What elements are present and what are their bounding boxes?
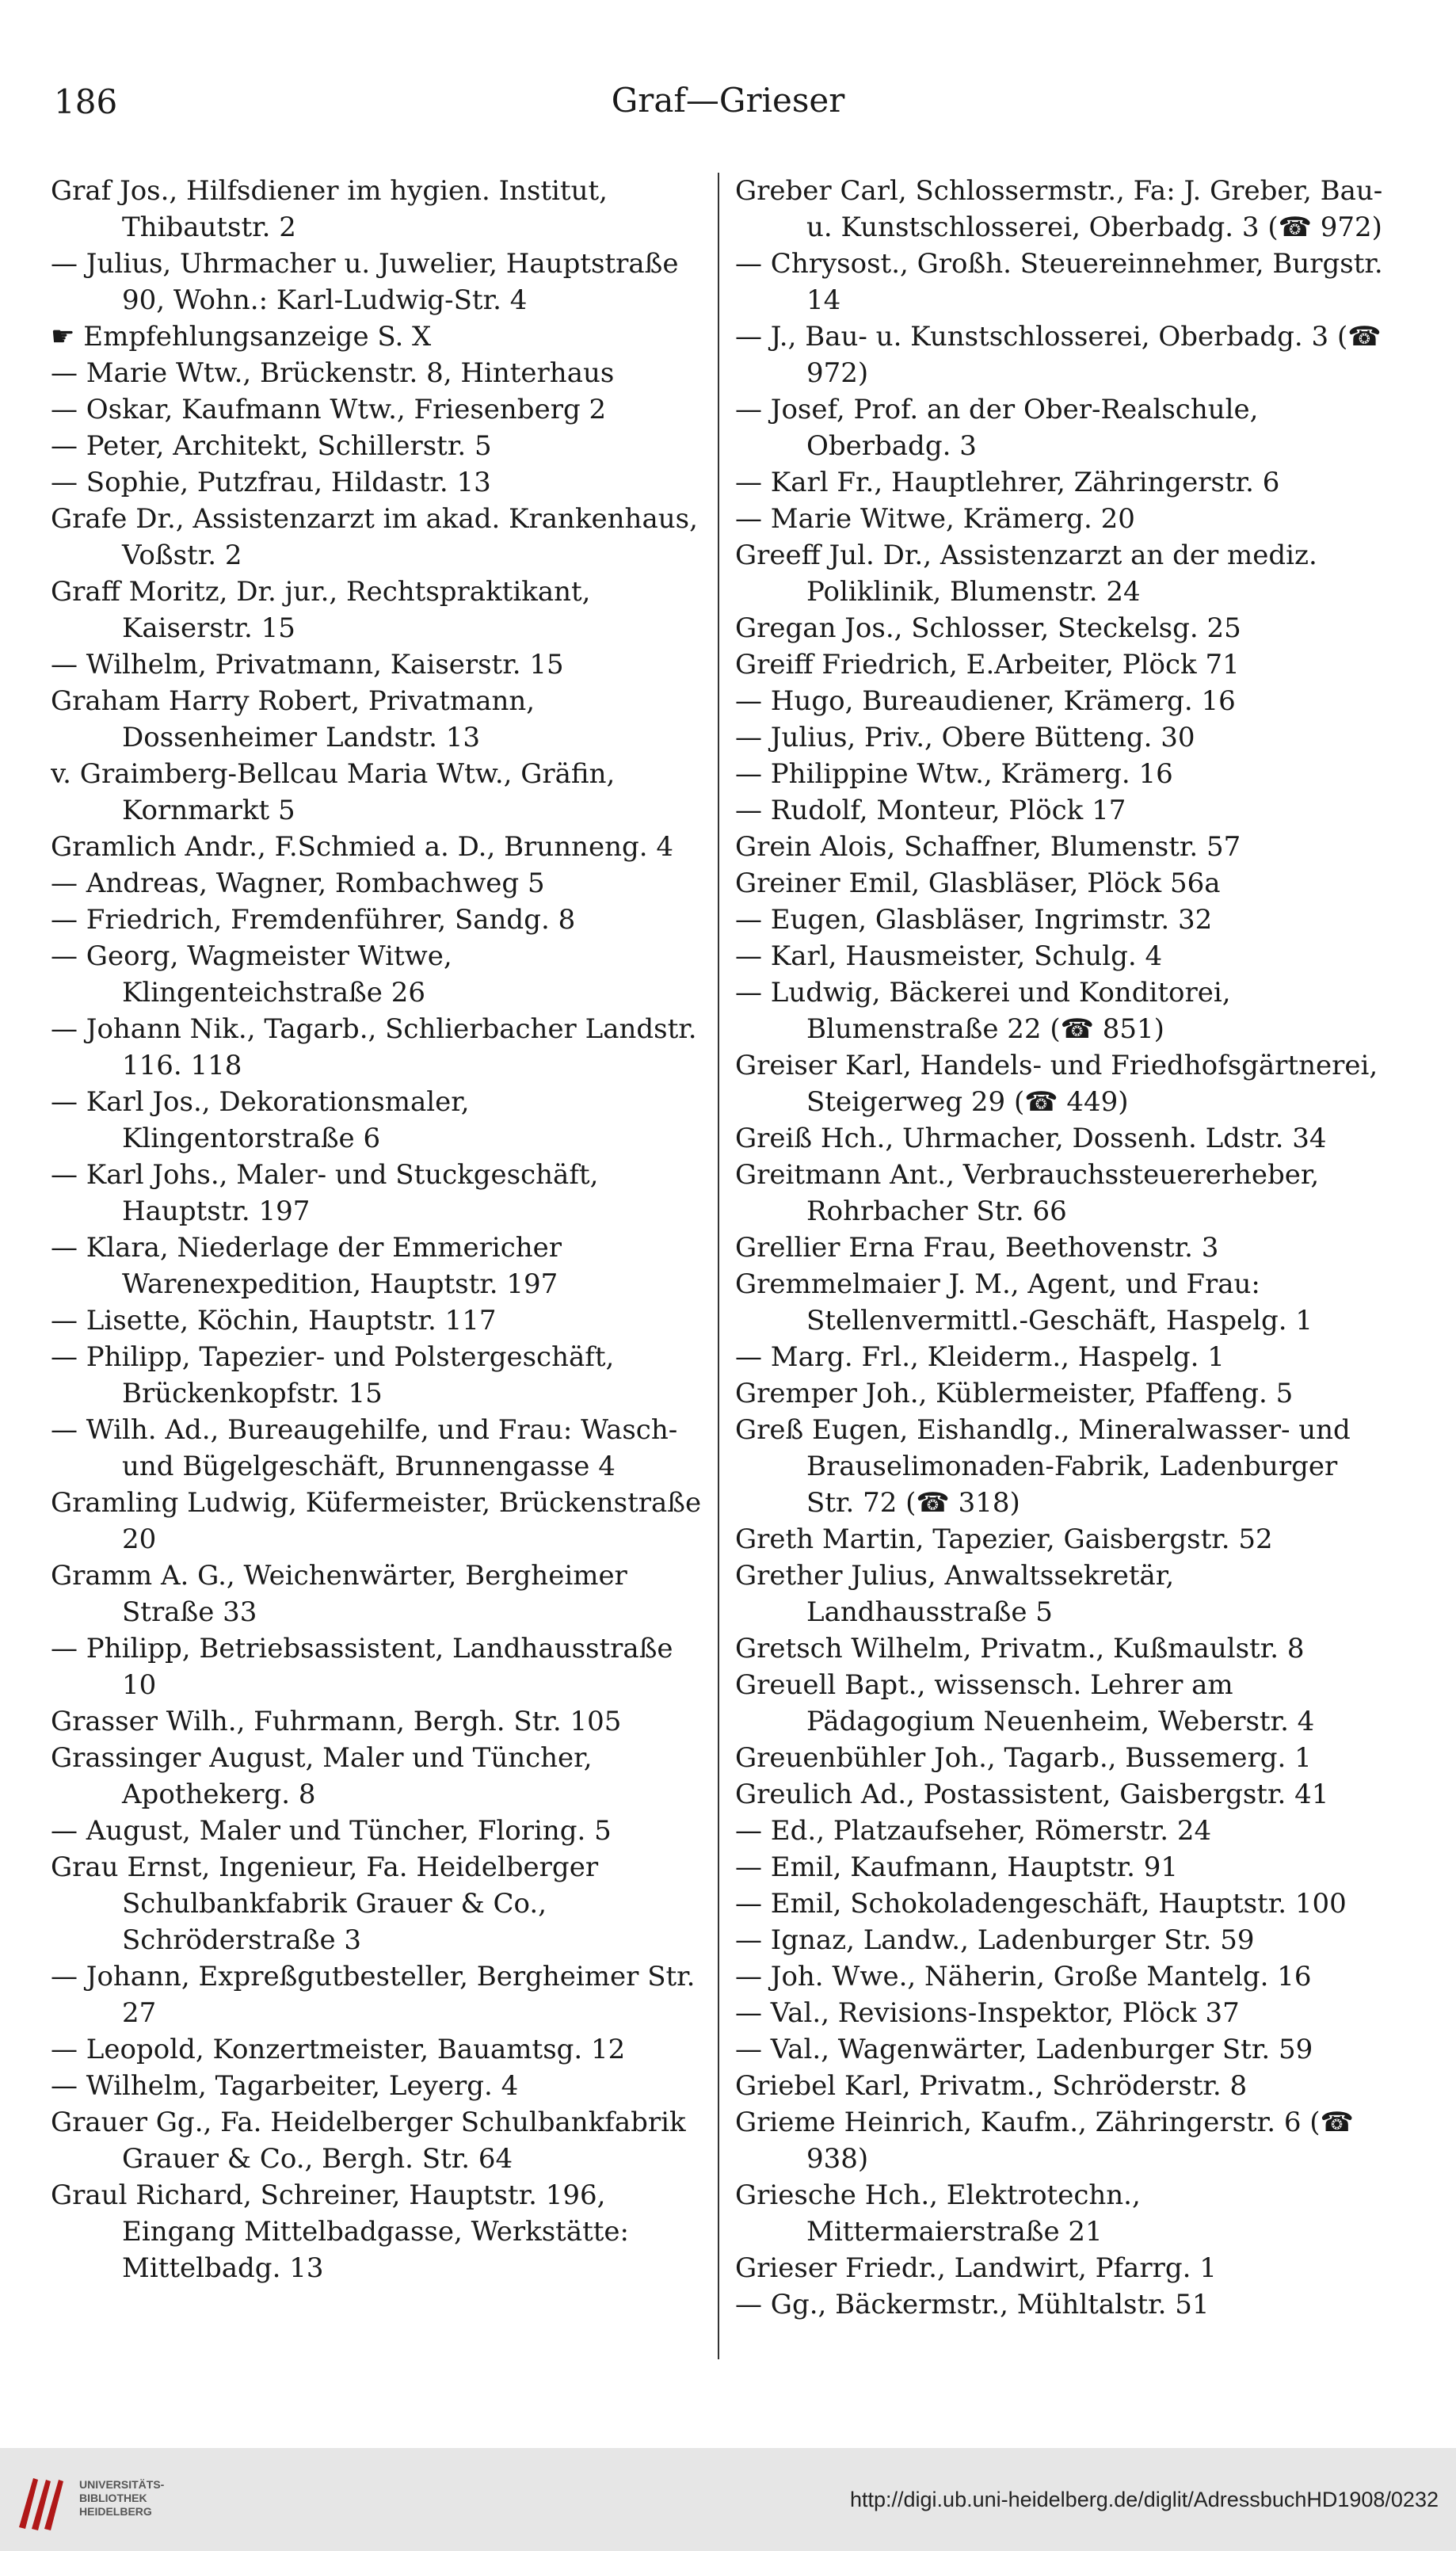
directory-entry: Greth Martin, Tapezier, Gaisbergstr. 52 xyxy=(735,1523,1273,1555)
directory-entry: Greber Carl, Schlossermstr., Fa: J. Greber, Bau- u. Kunstschlosserei, Oberbadg. 3 (☎ 972) xyxy=(735,175,1383,243)
library-logo[interactable] xyxy=(14,2464,204,2535)
directory-entry: — J., Bau- u. Kunstschlosserei, Oberbadg. 3 (☎ 972) xyxy=(735,321,1382,389)
directory-entry: — Val., Revisions-Inspektor, Plöck 37 xyxy=(735,1997,1240,2029)
directory-entry: — Karl Jos., Dekorationsmaler, Klingentorstraße 6 xyxy=(51,1086,470,1154)
directory-entry: — Peter, Architekt, Schillerstr. 5 xyxy=(51,430,492,462)
directory-entry: — Leopold, Konzertmeister, Bauamtsg. 12 xyxy=(51,2034,626,2065)
directory-entry: Greuenbühler Joh., Tagarb., Bussemerg. 1 xyxy=(735,1742,1312,1774)
directory-entry: Gramling Ludwig, Küfermeister, Brückenstraße 20 xyxy=(51,1487,702,1555)
directory-entry: ☛ Empfehlungsanzeige S. X xyxy=(51,321,432,353)
directory-entry: — Val., Wagenwärter, Ladenburger Str. 59 xyxy=(735,2034,1313,2065)
directory-entry: — Philippine Wtw., Krämerg. 16 xyxy=(735,758,1173,790)
directory-entry: Grassinger August, Maler und Tüncher, Apothekerg. 8 xyxy=(51,1742,593,1810)
directory-entry: — Rudolf, Monteur, Plöck 17 xyxy=(735,795,1126,826)
directory-entry: — Andreas, Wagner, Rombachweg 5 xyxy=(51,867,545,899)
directory-entry: — Marg. Frl., Kleiderm., Haspelg. 1 xyxy=(735,1341,1225,1373)
directory-entry: Grein Alois, Schaffner, Blumenstr. 57 xyxy=(735,831,1241,863)
directory-entry: Greitmann Ant., Verbrauchssteuererheber, Rohrbacher Str. 66 xyxy=(735,1159,1320,1227)
directory-entry: Grieme Heinrich, Kaufm., Zähringerstr. 6 (☎ 938) xyxy=(735,2107,1354,2175)
directory-entry: — Wilh. Ad., Bureaugehilfe, und Frau: Wasch- und Bügelgeschäft, Brunnengasse 4 xyxy=(51,1414,678,1482)
directory-entry: v. Graimberg-Bellcau Maria Wtw., Gräfin, Kornmarkt 5 xyxy=(51,758,616,826)
directory-entry: Graul Richard, Schreiner, Hauptstr. 196, Eingang Mittelbadgasse, Werkstätte: Mittelbadg. 13 xyxy=(51,2179,630,2284)
directory-entry: Gregan Jos., Schlosser, Steckelsg. 25 xyxy=(735,612,1241,644)
directory-entry: — Lisette, Köchin, Hauptstr. 117 xyxy=(51,1305,497,1337)
directory-entry: Graff Moritz, Dr. jur., Rechtspraktikant, Kaiserstr. 15 xyxy=(51,576,591,644)
page-header xyxy=(0,0,1456,119)
directory-entry: Grau Ernst, Ingenieur, Fa. Heidelberger Schulbankfabrik Grauer & Co., Schröderstraße 3 xyxy=(51,1851,599,1956)
directory-entry: Gremmelmaier J. M., Agent, und Frau: Stellenvermittl.-Geschäft, Haspelg. 1 xyxy=(735,1268,1313,1337)
directory-entry: Greuell Bapt., wissensch. Lehrer am Pädagogium Neuenheim, Weberstr. 4 xyxy=(735,1669,1315,1737)
directory-entry: — Joh. Wwe., Näherin, Große Mantelg. 16 xyxy=(735,1961,1312,1992)
directory-entry: — Wilhelm, Tagarbeiter, Leyerg. 4 xyxy=(51,2070,519,2102)
directory-entry: — Hugo, Bureaudiener, Krämerg. 16 xyxy=(735,685,1236,717)
directory-entry: — Josef, Prof. an der Ober-Realschule, Oberbadg. 3 xyxy=(735,394,1259,462)
directory-entry: Grether Julius, Anwaltssekretär, Landhausstraße 5 xyxy=(735,1560,1175,1628)
directory-entry: Gremper Joh., Küblermeister, Pfaffeng. 5 xyxy=(735,1378,1294,1409)
column-divider xyxy=(718,173,719,2359)
directory-entry: — Julius, Uhrmacher u. Juwelier, Hauptstraße 90, Wohn.: Karl-Ludwig-Str. 4 xyxy=(51,248,679,316)
directory-entry: — Eugen, Glasbläser, Ingrimstr. 32 xyxy=(735,904,1213,936)
directory-entry: — Johann Nik., Tagarb., Schlierbacher Landstr. 116. 118 xyxy=(51,1013,697,1081)
directory-entry: Griesche Hch., Elektrotechn., Mittermaierstraße 21 xyxy=(735,2179,1141,2248)
directory-entry: Grauer Gg., Fa. Heidelberger Schulbankfabrik Grauer & Co., Bergh. Str. 64 xyxy=(51,2107,686,2175)
directory-entry: Graham Harry Robert, Privatmann, Dossenheimer Landstr. 13 xyxy=(51,685,536,753)
directory-entry: — Sophie, Putzfrau, Hildastr. 13 xyxy=(51,467,491,498)
source-url-link[interactable]: http://digi.ub.uni-heidelberg.de/diglit/AdressbuchHD1908/0232 xyxy=(849,2488,1439,2511)
directory-entry: — Chrysost., Großh. Steuereinnehmer, Burgstr. 14 xyxy=(735,248,1383,316)
directory-entry: — Friedrich, Fremdenführer, Sandg. 8 xyxy=(51,904,576,936)
right-column xyxy=(735,173,1393,2383)
directory-entry: — Karl, Hausmeister, Schulg. 4 xyxy=(735,940,1163,972)
left-column xyxy=(51,173,708,2383)
directory-entry: Griebel Karl, Privatm., Schröderstr. 8 xyxy=(735,2070,1248,2102)
directory-entry: — Oskar, Kaufmann Wtw., Friesenberg 2 xyxy=(51,394,607,425)
directory-entry: — Ed., Platzaufseher, Römerstr. 24 xyxy=(735,1815,1212,1847)
library-name: UNIVERSITÄTS- BIBLIOTHEK HEIDELBERG xyxy=(79,2478,165,2518)
directory-entry: Greeff Jul. Dr., Assistenzarzt an der mediz. Poliklinik, Blumenstr. 24 xyxy=(735,540,1317,608)
footer-bar xyxy=(0,2448,1456,2551)
university-seal-icon xyxy=(14,2470,70,2534)
directory-entry: — Emil, Kaufmann, Hauptstr. 91 xyxy=(735,1851,1179,1883)
directory-entry: — Georg, Wagmeister Witwe, Klingenteichstraße 26 xyxy=(51,940,452,1009)
directory-entry: Grieser Friedr., Landwirt, Pfarrg. 1 xyxy=(735,2252,1217,2284)
directory-entry: Greß Eugen, Eishandlg., Mineralwasser- und Brauselimonaden-Fabrik, Ladenburger Str. 72 (☎ 318) xyxy=(735,1414,1351,1519)
directory-entry: Gramm A. G., Weichenwärter, Bergheimer Straße 33 xyxy=(51,1560,627,1628)
directory-entry: — Karl Johs., Maler- und Stuckgeschäft, Hauptstr. 197 xyxy=(51,1159,599,1227)
directory-entry: Greiff Friedrich, E.Arbeiter, Plöck 71 xyxy=(735,649,1240,681)
directory-entry: Graf Jos., Hilfsdiener im hygien. Institut, Thibautstr. 2 xyxy=(51,175,608,243)
directory-entry: — Philipp, Betriebsassistent, Landhausstraße 10 xyxy=(51,1633,673,1701)
directory-entry: — Marie Witwe, Krämerg. 20 xyxy=(735,503,1135,535)
directory-entry: — Klara, Niederlage der Emmericher Warenexpedition, Hauptstr. 197 xyxy=(51,1232,562,1300)
directory-entry: Greiß Hch., Uhrmacher, Dossenh. Ldstr. 34 xyxy=(735,1123,1327,1154)
directory-entry: — Marie Wtw., Brückenstr. 8, Hinterhaus xyxy=(51,357,615,389)
directory-entry: — August, Maler und Tüncher, Floring. 5 xyxy=(51,1815,612,1847)
directory-entry: — Emil, Schokoladengeschäft, Hauptstr. 100 xyxy=(735,1888,1347,1920)
directory-entry: Greulich Ad., Postassistent, Gaisbergstr. 41 xyxy=(735,1779,1329,1810)
directory-entry: Grafe Dr., Assistenzarzt im akad. Krankenhaus, Voßstr. 2 xyxy=(51,503,698,571)
page-number: 186 xyxy=(54,82,118,121)
directory-entry: — Karl Fr., Hauptlehrer, Zähringerstr. 6 xyxy=(735,467,1280,498)
directory-entry: Grellier Erna Frau, Beethovenstr. 3 xyxy=(735,1232,1219,1264)
directory-entry: — Johann, Expreßgutbesteller, Bergheimer Str. 27 xyxy=(51,1961,696,2029)
directory-entry: — Ludwig, Bäckerei und Konditorei, Blumenstraße 22 (☎ 851) xyxy=(735,977,1231,1045)
directory-entry: Grasser Wilh., Fuhrmann, Bergh. Str. 105 xyxy=(51,1706,622,1737)
directory-entry: Greiner Emil, Glasbläser, Plöck 56a xyxy=(735,867,1221,899)
directory-entry: Greiser Karl, Handels- und Friedhofsgärtnerei, Steigerweg 29 (☎ 449) xyxy=(735,1050,1378,1118)
running-title: Graf—Grieser xyxy=(611,81,845,120)
directory-entry: — Gg., Bäckermstr., Mühltalstr. 51 xyxy=(735,2289,1210,2320)
directory-entry: Gramlich Andr., F.Schmied a. D., Brunneng. 4 xyxy=(51,831,674,863)
directory-entry: — Ignaz, Landw., Ladenburger Str. 59 xyxy=(735,1924,1255,1956)
directory-entry: — Wilhelm, Privatmann, Kaiserstr. 15 xyxy=(51,649,564,681)
directory-entry: Gretsch Wilhelm, Privatm., Kußmaulstr. 8 xyxy=(735,1633,1305,1664)
directory-entry: — Julius, Priv., Obere Bütteng. 30 xyxy=(735,722,1195,753)
directory-entry: — Philipp, Tapezier- und Polstergeschäft, Brückenkopfstr. 15 xyxy=(51,1341,615,1409)
